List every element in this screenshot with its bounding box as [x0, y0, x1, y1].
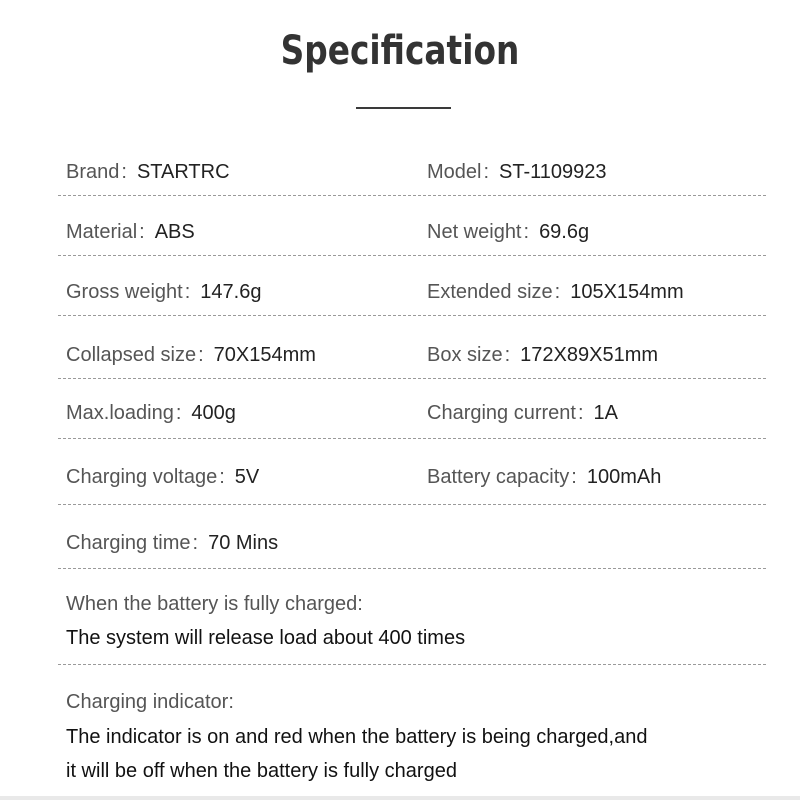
row-divider: [58, 664, 766, 665]
spec-separator: :: [219, 466, 225, 488]
spec-extended-size: [427, 281, 684, 304]
row-divider: [58, 504, 766, 505]
row-divider: [58, 255, 766, 256]
row-divider: [58, 568, 766, 569]
spec-box-size: [427, 344, 658, 367]
spec-label: Charging current: [427, 402, 576, 424]
spec-separator: :: [577, 402, 584, 424]
spec-charging-time: [66, 532, 278, 555]
full-charge-label: When the battery is fully charged:: [66, 593, 363, 615]
spec-gross-weight: [66, 281, 261, 304]
charging-indicator-label: Charging indicator:: [66, 691, 234, 713]
spec-separator: :: [504, 344, 511, 366]
spec-label: Brand: [66, 161, 120, 183]
spec-separator: :: [198, 344, 204, 366]
spec-value: 100mAh: [586, 466, 662, 488]
spec-separator: :: [571, 466, 577, 488]
spec-brand: [66, 161, 230, 184]
title-underline: [356, 107, 451, 109]
spec-separator: :: [192, 532, 199, 554]
spec-value: 70 Mins: [208, 532, 279, 554]
spec-label: Gross weight: [66, 281, 183, 303]
spec-value: 105X154mm: [570, 281, 684, 303]
spec-value: 147.6g: [200, 281, 262, 303]
spec-collapsed-size: [66, 344, 316, 367]
spec-value: 5V: [234, 466, 260, 488]
spec-material: [66, 221, 195, 244]
bottom-border: [0, 796, 800, 800]
spec-value: 1A: [593, 402, 618, 424]
spec-label: Extended size: [427, 281, 553, 303]
spec-value: 69.6g: [539, 221, 590, 243]
spec-separator: :: [175, 402, 182, 424]
spec-value: 400g: [191, 402, 236, 424]
spec-charging-current: [427, 402, 618, 425]
spec-separator: :: [121, 161, 127, 183]
spec-charging-voltage: [66, 466, 259, 489]
spec-net-weight: [427, 221, 589, 244]
row-divider: [58, 195, 766, 196]
spec-model: [427, 161, 607, 184]
spec-max-loading: [66, 402, 236, 425]
spec-label: Material: [66, 221, 138, 243]
row-divider: [58, 378, 766, 379]
full-charge-text: The system will release load about 400 times: [66, 627, 466, 649]
spec-value: 70X154mm: [213, 344, 316, 366]
spec-label: Battery capacity: [427, 466, 570, 488]
spec-separator: :: [523, 221, 530, 243]
row-divider: [58, 315, 766, 316]
charging-indicator-text-line-1: The indicator is on and red when the battery is being charged,and: [66, 726, 648, 748]
spec-value: 172X89X51mm: [520, 344, 659, 366]
spec-value: ABS: [154, 221, 195, 243]
spec-battery-capacity: [427, 466, 661, 489]
spec-separator: :: [184, 281, 191, 303]
spec-separator: :: [139, 221, 145, 243]
page-title: Specification: [280, 28, 520, 74]
spec-label: Net weight: [427, 221, 522, 243]
spec-value: STARTRC: [136, 161, 230, 183]
spec-label: Max.loading: [66, 402, 174, 424]
row-divider: [58, 438, 766, 439]
spec-separator: :: [483, 161, 490, 183]
charging-indicator-text-line-2: it will be off when the battery is fully charged: [66, 760, 457, 782]
spec-separator: :: [554, 281, 561, 303]
spec-value: ST-1109923: [499, 161, 607, 183]
spec-label: Box size: [427, 344, 503, 366]
spec-label: Collapsed size: [66, 344, 197, 366]
spec-label: Model: [427, 161, 482, 183]
spec-label: Charging time: [66, 532, 191, 554]
spec-label: Charging voltage: [66, 466, 218, 488]
